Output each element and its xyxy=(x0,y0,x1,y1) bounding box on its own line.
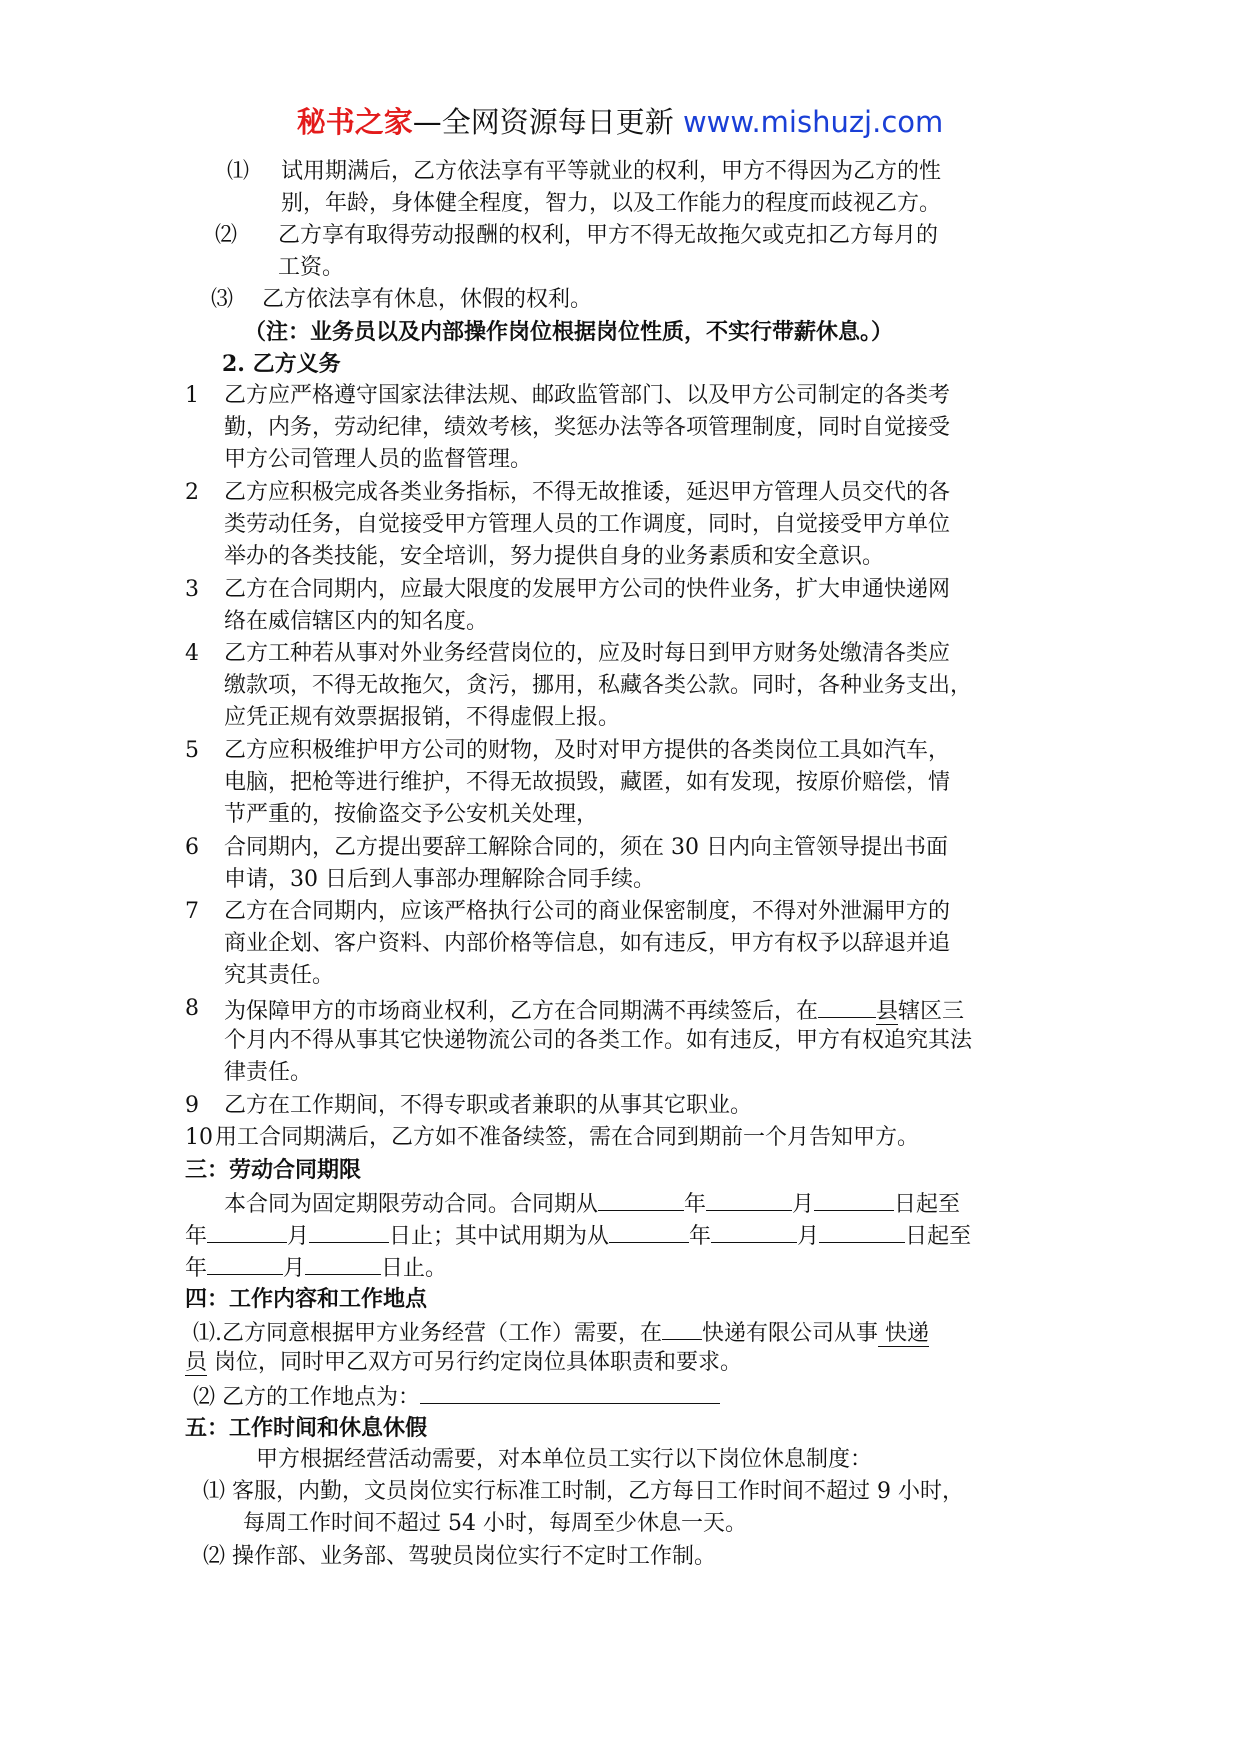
hours-item-1-line-1 xyxy=(203,1476,964,1508)
header-dash: — xyxy=(412,105,442,139)
duty-2-line-3: 举办的各类技能，安全培训，努力提供自身的业务素质和安全意识。 xyxy=(224,544,885,569)
month-label: 月 xyxy=(283,1256,306,1281)
work-heading: 四：工作内容和工作地点 xyxy=(185,1286,428,1312)
duty-3-line-2: 络在威信辖区内的知名度。 xyxy=(224,609,489,634)
year-label: 年 xyxy=(185,1224,208,1249)
duty-5-number: 5 xyxy=(185,738,199,763)
duty-8-number: 8 xyxy=(185,996,199,1021)
hours-intro: 甲方根据经营活动需要，对本单位员工实行以下岗位休息制度： xyxy=(256,1447,873,1472)
term-intro-text: 本合同为固定期限劳动合同。合同期从 xyxy=(224,1192,599,1217)
duty-10-line-1: 用工合同期满后，乙方如不准备续签，需在合同到期前一个月告知甲方。 xyxy=(215,1125,920,1150)
duty-5-line-3: 节严重的，按偷盗交予公安机关处理， xyxy=(224,802,599,827)
duty-7-line-3: 究其责任。 xyxy=(224,963,335,988)
rights-item-1-number: ⑴ xyxy=(227,159,250,184)
job-post-text: 岗位，同时甲乙双方可另行约定岗位具体职责和要求。 xyxy=(207,1350,743,1375)
duty-1-number: 1 xyxy=(185,383,199,408)
probation-start-year-blank[interactable] xyxy=(609,1218,689,1243)
duty-9-number: 9 xyxy=(185,1093,199,1118)
duty-5-line-1: 乙方应积极维护甲方公司的财物，及时对甲方提供的各类岗位工具如汽车， xyxy=(224,738,951,763)
duty-4-line-2: 缴款项，不得无故拖欠，贪污，挪用，私藏各类公款。同时，各种业务支出， xyxy=(224,673,973,698)
company-name-blank[interactable] xyxy=(662,1315,702,1340)
duty-4-number: 4 xyxy=(185,641,199,666)
duty-3-line-1: 乙方在合同期内，应最大限度的发展甲方公司的快件业务，扩大申通快递网 xyxy=(224,577,951,602)
duty-2-line-1: 乙方应积极完成各类业务指标，不得无故推诿，延迟甲方管理人员交代的各 xyxy=(224,480,951,505)
work-location-number: ⑵ xyxy=(193,1385,216,1410)
rights-item-1-line-2: 别，年龄，身体健全程度，智力，以及工作能力的程度而歧视乙方。 xyxy=(281,191,942,216)
hours-heading: 五：工作时间和休息休假 xyxy=(185,1415,428,1441)
rights-item-2-line-1: 乙方享有取得劳动报酬的权利，甲方不得无故拖欠或克扣乙方每月的 xyxy=(278,223,939,248)
probation-end-year-blank[interactable] xyxy=(207,1250,283,1275)
probation-start-day-blank[interactable] xyxy=(819,1218,905,1243)
hours-item-2-number: ⑵ xyxy=(203,1544,226,1569)
site-url-link[interactable]: www.mishuzj.com xyxy=(682,105,944,139)
hours-item-1-line-2: 每周工作时间不超过 54 小时，每周至少休息一天。 xyxy=(243,1511,747,1536)
hours-item-2-text: 操作部、业务部、驾驶员岗位实行不定时工作制。 xyxy=(225,1544,717,1569)
duty-7-line-2: 商业企划、客户资料、内部价格等信息，如有违反，甲方有权予以辞退并追 xyxy=(224,931,951,956)
work-line-1 xyxy=(193,1315,929,1350)
duty-1-line-2: 勤，内务，劳动纪律，绩效考核，奖惩办法等各项管理制度，同时自觉接受 xyxy=(224,415,951,440)
term-line-3 xyxy=(185,1250,447,1285)
duty-6-number: 6 xyxy=(185,835,199,860)
duty-7-line-1: 乙方在合同期内，应该严格执行公司的商业保密制度，不得对外泄漏甲方的 xyxy=(224,899,951,924)
term-heading: 三：劳动合同期限 xyxy=(185,1157,362,1183)
contract-start-month-blank[interactable] xyxy=(706,1186,792,1211)
duty-8-line-2: 个月内不得从事其它快递物流公司的各类工作。如有违反，甲方有权追究其法 xyxy=(224,1028,973,1053)
contract-end-year-blank[interactable] xyxy=(207,1218,287,1243)
company-suffix-text: 快递有限公司从事 xyxy=(702,1321,879,1346)
probation-intro-text: 日止；其中试用期为从 xyxy=(389,1224,610,1249)
job-title-part-2: 员 xyxy=(185,1350,208,1375)
probation-start-month-blank[interactable] xyxy=(711,1218,797,1243)
work-location-blank[interactable] xyxy=(420,1379,720,1404)
duty-5-line-2: 电脑，把枪等进行维护，不得无故损毁，藏匿，如有发现，按原价赔偿，情 xyxy=(224,770,951,795)
duty-3-number: 3 xyxy=(185,577,199,602)
duty-2-line-2: 类劳动任务，自觉接受甲方管理人员的工作调度，同时，自觉接受甲方单位 xyxy=(224,512,951,537)
duty-8-text-a: 为保障甲方的市场商业权利，乙方在合同期满不再续签后，在 xyxy=(224,999,819,1024)
month-label: 月 xyxy=(797,1224,820,1249)
day-end-label: 日止。 xyxy=(381,1256,448,1281)
probation-end-month-blank[interactable] xyxy=(305,1250,381,1275)
day-from-label: 日起至 xyxy=(905,1224,972,1249)
rights-note: （注：业务员以及内部操作岗位根据岗位性质，不实行带薪休息。） xyxy=(244,319,894,345)
duty-8-line-3: 律责任。 xyxy=(224,1060,313,1085)
duty-1-line-1: 乙方应严格遵守国家法律法规、邮政监管部门、以及甲方公司制定的各类考 xyxy=(224,383,951,408)
job-title-part-1: 快递 xyxy=(878,1321,930,1346)
term-line-1 xyxy=(224,1186,960,1221)
work-location-label: 乙方的工作地点为： xyxy=(215,1385,421,1410)
month-label: 月 xyxy=(287,1224,310,1249)
day-from-label: 日起至 xyxy=(894,1192,961,1217)
rights-item-2-number: ⑵ xyxy=(215,223,238,248)
rights-item-1-line-1: 试用期满后，乙方依法享有平等就业的权利，甲方不得因为乙方的性 xyxy=(281,159,942,184)
year-label: 年 xyxy=(689,1224,712,1249)
rights-item-2-line-2: 工资。 xyxy=(278,255,345,280)
month-label: 月 xyxy=(792,1192,815,1217)
brand-name: 秘书之家 xyxy=(296,105,413,139)
rights-item-3-number: ⑶ xyxy=(211,287,234,312)
duty-6-line-1: 合同期内，乙方提出要辞工解除合同的，须在 30 日内向主管领导提出书面 xyxy=(224,835,948,860)
work-line-3 xyxy=(193,1379,720,1414)
duty-1-line-3: 甲方公司管理人员的监督管理。 xyxy=(224,447,533,472)
rights-item-3-line-1: 乙方依法享有休息，休假的权利。 xyxy=(262,287,593,312)
contract-start-year-blank[interactable] xyxy=(598,1186,684,1211)
duty-8-line-1 xyxy=(224,993,964,1028)
duty-4-line-1: 乙方工种若从事对外业务经营岗位的，应及时每日到甲方财务处缴清各类应 xyxy=(224,641,951,666)
hours-item-1-number: ⑴ xyxy=(203,1479,226,1504)
duty-4-line-3: 应凭正规有效票据报销，不得虚假上报。 xyxy=(224,705,621,730)
site-header xyxy=(0,100,1240,144)
contract-end-month-blank[interactable] xyxy=(309,1218,389,1243)
work-intro-text: ⑴.乙方同意根据甲方业务经营（工作）需要，在 xyxy=(193,1321,662,1346)
year-label: 年 xyxy=(185,1256,208,1281)
duty-2-number: 2 xyxy=(185,480,199,505)
duty-9-line-1: 乙方在工作期间，不得专职或者兼职的从事其它职业。 xyxy=(224,1093,753,1118)
duty-7-number: 7 xyxy=(185,899,199,924)
duty-6-line-2: 申请，30 日后到人事部办理解除合同手续。 xyxy=(224,867,655,892)
hours-item-1-text: 客服，内勤，文员岗位实行标准工时制，乙方每日工作时间不超过 9 小时， xyxy=(225,1479,964,1504)
duties-heading: 2. 乙方义务 xyxy=(222,351,341,377)
duty-10-number: 10 xyxy=(185,1125,213,1150)
duty-8-county-label: 县 xyxy=(876,999,899,1024)
contract-start-day-blank[interactable] xyxy=(814,1186,894,1211)
term-line-2 xyxy=(185,1218,971,1253)
duty-8-text-c: 辖区三 xyxy=(898,999,965,1024)
county-blank[interactable] xyxy=(818,993,876,1018)
work-line-2 xyxy=(185,1347,742,1379)
header-slogan: 全网资源每日更新 xyxy=(441,105,674,139)
year-label: 年 xyxy=(684,1192,707,1217)
hours-item-2-line-1 xyxy=(203,1541,716,1573)
